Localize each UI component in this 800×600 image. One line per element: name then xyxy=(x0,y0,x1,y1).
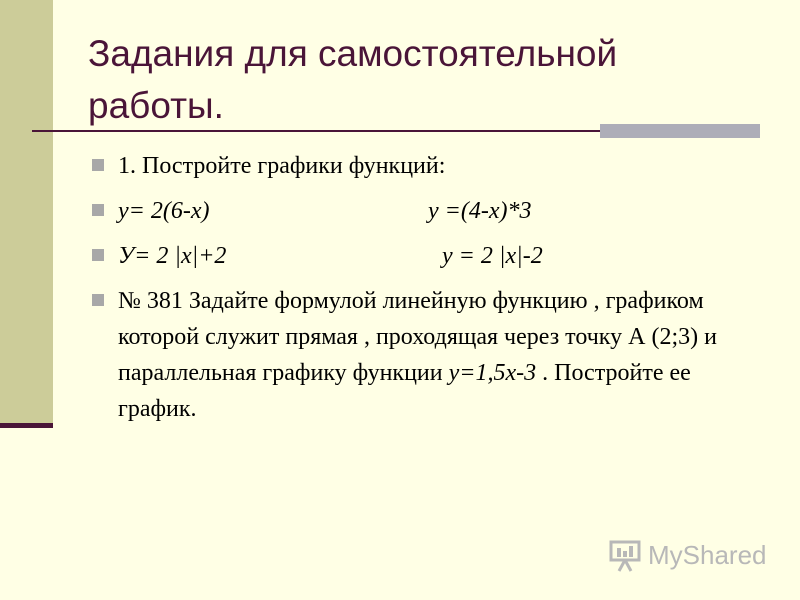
square-bullet-icon xyxy=(92,294,104,306)
function-formula-right: у = 2 |х|-2 xyxy=(442,243,543,269)
list-item xyxy=(88,148,768,184)
task-text: № 381 Задайте формулой линейную функцию , графиком которой служит прямая , проходящая через точку А (2;3) и параллельная графику функции xyxy=(118,288,717,386)
watermark-text: MyShared xyxy=(648,539,767,570)
slide-title: Задания для самостоятельной работы. xyxy=(88,33,618,126)
function-formula-left: У= 2 |х|+2 xyxy=(118,243,227,269)
square-bullet-icon xyxy=(92,204,104,216)
function-formula-right: у =(4-х)*3 xyxy=(428,198,532,224)
list-item xyxy=(88,193,768,229)
task-text-end: . Постройте ее график. xyxy=(118,360,691,422)
title-divider xyxy=(32,130,600,132)
watermark xyxy=(608,535,767,575)
left-accent-underline xyxy=(0,423,53,428)
function-formula-left: у= 2(6-х) xyxy=(118,198,210,224)
task-list xyxy=(88,148,768,427)
list-item xyxy=(88,283,768,427)
square-bullet-icon xyxy=(92,159,104,171)
square-bullet-icon xyxy=(92,249,104,261)
presentation-board-icon xyxy=(608,537,644,573)
title-divider-accent xyxy=(600,124,760,138)
task-heading: 1. Постройте графики функций: xyxy=(118,153,446,179)
task-formula: у=1,5х-3 xyxy=(448,360,537,386)
list-item xyxy=(88,238,768,274)
left-accent-bar xyxy=(0,0,53,423)
